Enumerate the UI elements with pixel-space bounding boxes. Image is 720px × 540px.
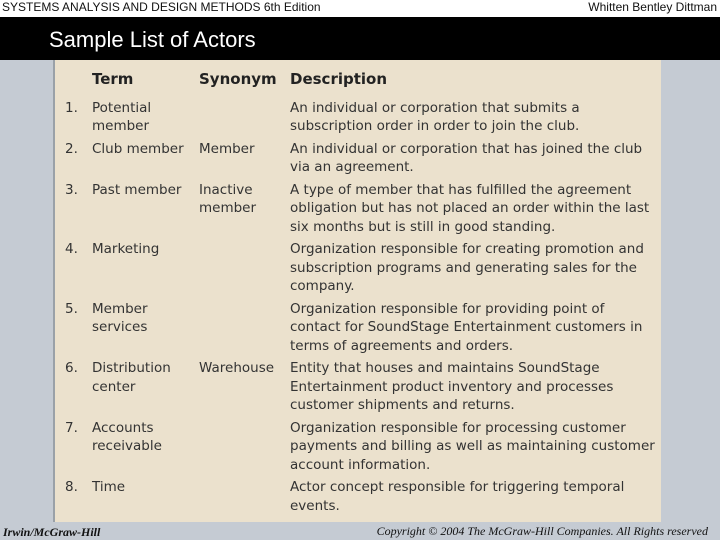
row-synonym — [199, 300, 290, 360]
table-row — [65, 359, 655, 419]
row-number: 6. — [65, 360, 78, 376]
authors: Whitten Bentley Dittman — [588, 0, 717, 14]
row-term: Time — [92, 479, 126, 495]
row-term: Potential member — [92, 99, 152, 134]
row-synonym — [199, 419, 290, 479]
row-term: Member services — [92, 300, 148, 335]
copyright: Copyright © 2004 The McGraw-Hill Companies. All Rights reserved — [376, 524, 708, 538]
row-term: Marketing — [92, 241, 160, 257]
row-description: Organization responsible for creating promotion and subscription programs and generating sales for the company. — [290, 241, 644, 294]
row-synonym: Warehouse — [199, 360, 275, 376]
table-row — [65, 140, 655, 181]
row-synonym — [199, 99, 290, 140]
row-description: A type of member that has fulfilled the agreement obligation but has not placed an order within the last six months but is still in good standing. — [290, 181, 650, 235]
actors-table — [65, 70, 655, 519]
row-synonym: Member — [199, 140, 255, 157]
row-term: Past member — [92, 181, 182, 198]
table-row — [65, 181, 655, 241]
publisher: Irwin/McGraw-Hill — [3, 525, 101, 539]
header-number — [65, 70, 92, 99]
row-number: 1. — [65, 99, 78, 116]
table-row — [65, 240, 655, 300]
header-bar — [0, 0, 720, 17]
row-term: Distribution center — [92, 360, 171, 395]
row-description: An individual or corporation that submits a subscription order in order to join the club. — [290, 99, 580, 134]
header-synonym: Synonym — [199, 70, 277, 88]
row-description: Entity that houses and maintains SoundStage Entertainment product inventory and processes customer shipments and returns. — [290, 360, 614, 413]
table-row — [65, 478, 655, 519]
row-description: An individual or corporation that has joined the club via an agreement. — [290, 140, 643, 175]
row-number: 8. — [65, 479, 78, 495]
table-header-row — [65, 70, 655, 99]
header-description: Description — [290, 70, 388, 88]
row-number: 4. — [65, 241, 78, 257]
row-description: Organization responsible for processing customer payments and billing as well as maintaining customer account information. — [290, 419, 655, 473]
book-title: SYSTEMS ANALYSIS AND DESIGN METHODS 6th Edition — [2, 0, 321, 14]
slide-title: Sample List of Actors — [49, 27, 256, 52]
row-number: 2. — [65, 140, 78, 157]
row-description: Actor concept responsible for triggering temporal events. — [290, 479, 625, 514]
row-term: Club member — [92, 140, 184, 157]
title-bar — [0, 17, 720, 60]
header-term: Term — [92, 70, 134, 88]
row-number: 5. — [65, 300, 78, 317]
table-row — [65, 300, 655, 360]
row-term: Accounts receivable — [92, 419, 162, 454]
actors-table-panel — [55, 60, 661, 522]
table-row — [65, 419, 655, 479]
row-synonym: Inactive member — [199, 181, 257, 216]
row-number: 3. — [65, 181, 78, 198]
row-number: 7. — [65, 419, 78, 436]
table-row — [65, 99, 655, 140]
row-synonym — [199, 478, 290, 519]
row-synonym — [199, 240, 290, 300]
row-description: Organization responsible for providing point of contact for SoundStage Entertainment customers in terms of agreements and orders. — [290, 300, 643, 354]
